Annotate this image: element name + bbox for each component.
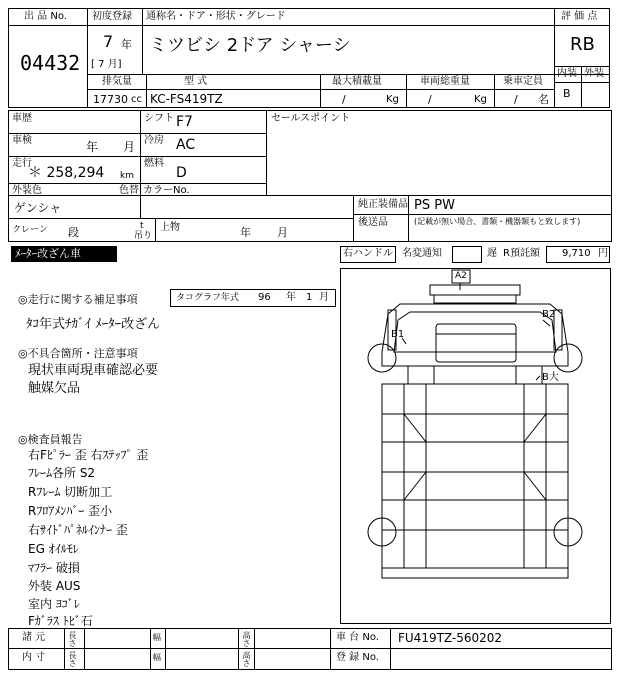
inspector-line: Rﾌﾚｰﾑ 切断加工 [28,485,113,499]
first-reg-year: 7 [103,32,114,51]
shift: F7 [176,114,193,130]
width-label: 幅 [153,653,161,662]
max-load-slash: / [342,93,346,106]
max-load-unit: Kg [386,94,399,105]
capacity-unit: 名 [538,93,549,106]
truck-chassis-diagram [340,268,611,624]
shift-label: シフト [144,113,174,124]
damage-b1: B1 [391,329,405,340]
capacity-slash: / [514,93,518,106]
damage-b2: B2 [542,309,556,320]
inspector-line: 右Fﾋﾟﾗｰ 歪 右ｽﾃｯﾌﾟ 歪 [28,448,149,462]
dims-label: 諸 元 [22,632,46,643]
ac: AC [176,137,196,153]
mileage-unit: km [120,171,134,181]
inspector-line: 外装 AUS [28,579,81,593]
rhd: 右ハンドル [343,248,393,259]
height-label: 高さ [242,631,251,647]
length-label: 長さ [68,631,77,647]
tacho-year-unit: 年 [286,292,296,303]
crane-stage: 段 [68,226,79,239]
damage-a2: A2 [455,271,467,281]
meter-tamper-badge [11,246,117,262]
length-label: 長さ [68,651,77,667]
driving-header: ◎走行に関する補足事項 [18,293,138,306]
std-equip: PS PW [414,198,455,213]
model-code: KC-FS419TZ [150,92,223,106]
inspector-line: ﾏﾌﾗｰ 破損 [28,561,80,575]
recycle-prefix: 遅 [487,248,497,259]
displacement-label: 排気量 [102,76,132,87]
meter-tamper: ﾒｰﾀｰ改ざん車 [15,247,81,260]
crane-label: クレーン [12,225,48,235]
tacho-label: タコグラフ年式 [176,293,240,303]
displacement: 17730 [93,93,128,106]
fuel-label: 燃料 [144,158,164,169]
recycle-yen: 円 [598,248,608,259]
fuel: D [176,165,187,181]
after-note: (記載が無い場合、書類・機器類もと致します) [414,217,581,226]
color-no-label: 色替 [119,185,139,196]
height-label: 高さ [242,651,251,667]
defect-line: 触媒欠品 [28,381,81,396]
tacho-month: 1 [306,292,313,303]
lift-month: 月 [277,226,288,239]
score: RB [570,34,595,55]
recycle-amount: 9,710 [562,248,591,259]
defect-line: 現状車両現車確認必要 [28,363,159,378]
reg-label: 登 録 No. [336,652,379,663]
inspection-year: 年 [86,140,99,154]
ac-label: 冷房 [144,135,164,146]
inspector-line: EG ｵｲﾙﾓﾚ [28,542,79,556]
name-change-label: 名変通知 [402,248,442,259]
gross-weight-slash: / [428,93,432,106]
displacement-unit: cc [131,94,142,105]
inspection-label: 車検 [12,135,32,146]
crane-ton: t [140,221,144,231]
lot-no-label: 出 品 No. [24,11,67,22]
interior-label: 内装 [557,68,577,79]
year-unit: 年 [121,38,132,51]
chassis-label: 車 台 No. [336,632,379,643]
score-label: 評 価 点 [561,11,598,22]
lot-no: 04432 [20,51,81,75]
name-change-box [452,246,482,263]
std-equip-label: 純正装備品 [358,199,408,210]
lift-year: 年 [240,226,251,239]
selling-points-label: セールスポイント [271,113,351,124]
mileage: ＊ 258,294 [28,165,105,181]
ext-color-label: 外装色 [12,185,42,196]
exterior-label: 外装 [584,68,604,79]
first-reg-label: 初度登録 [92,11,132,22]
inspector-line: 右ｻｲﾄﾞﾊﾟﾈﾙｲﾝﾅｰ 歪 [28,523,128,537]
inspection-month: 月 [123,140,136,154]
history-label: 車歴 [12,113,32,124]
inspector-line: Fｶﾞﾗｽ ﾄﾋﾞ石 [28,614,93,628]
tacho-month-unit: 月 [319,292,329,303]
gross-weight-unit: Kg [474,94,487,105]
tacho-year: 96 [258,292,271,303]
inspector-header: ◎検査員報告 [18,433,83,446]
capacity-label: 乗車定員 [503,76,543,87]
recycle-label: R預託額 [503,248,540,259]
footer-frame [8,628,612,670]
max-load-label: 最大積載量 [332,76,382,87]
model-name: ミツビシ 2ドア シャーシ [149,35,351,56]
lift-label: 上物 [160,222,180,233]
crane-hang: 吊り [134,231,153,241]
first-reg-month: [ 7 月] [91,59,122,70]
inspector-line: 室内 ﾖｺﾞﾚ [28,597,80,611]
driving-note: ﾀｺ年式ﾁｶﾞｲ ﾒｰﾀｰ改ざん [26,317,161,332]
inner-label: 内 寸 [22,652,46,663]
gross-weight-label: 車両総重量 [420,76,470,87]
after-label: 後送品 [358,217,388,228]
model-name-label: 通称名・ドア・形状・グレード [146,11,286,22]
chassis-no: FU419TZ-560202 [398,631,503,645]
defect-header: ◎不具合箇所・注意事項 [18,347,138,360]
color-code-label: カラーNo. [143,185,190,196]
damage-b-large: B大 [542,372,559,383]
width-label: 幅 [153,633,161,642]
mileage-label: 走行 [12,158,32,169]
interior-grade: B [563,87,571,100]
model-label: 型 式 [184,76,208,87]
inspector-line: Rﾌﾛｱﾒﾝﾊﾞｰ 歪小 [28,504,113,518]
ext-color: ゲンシャ [14,201,62,215]
inspector-line: ﾌﾚｰﾑ各所 S2 [28,466,96,480]
